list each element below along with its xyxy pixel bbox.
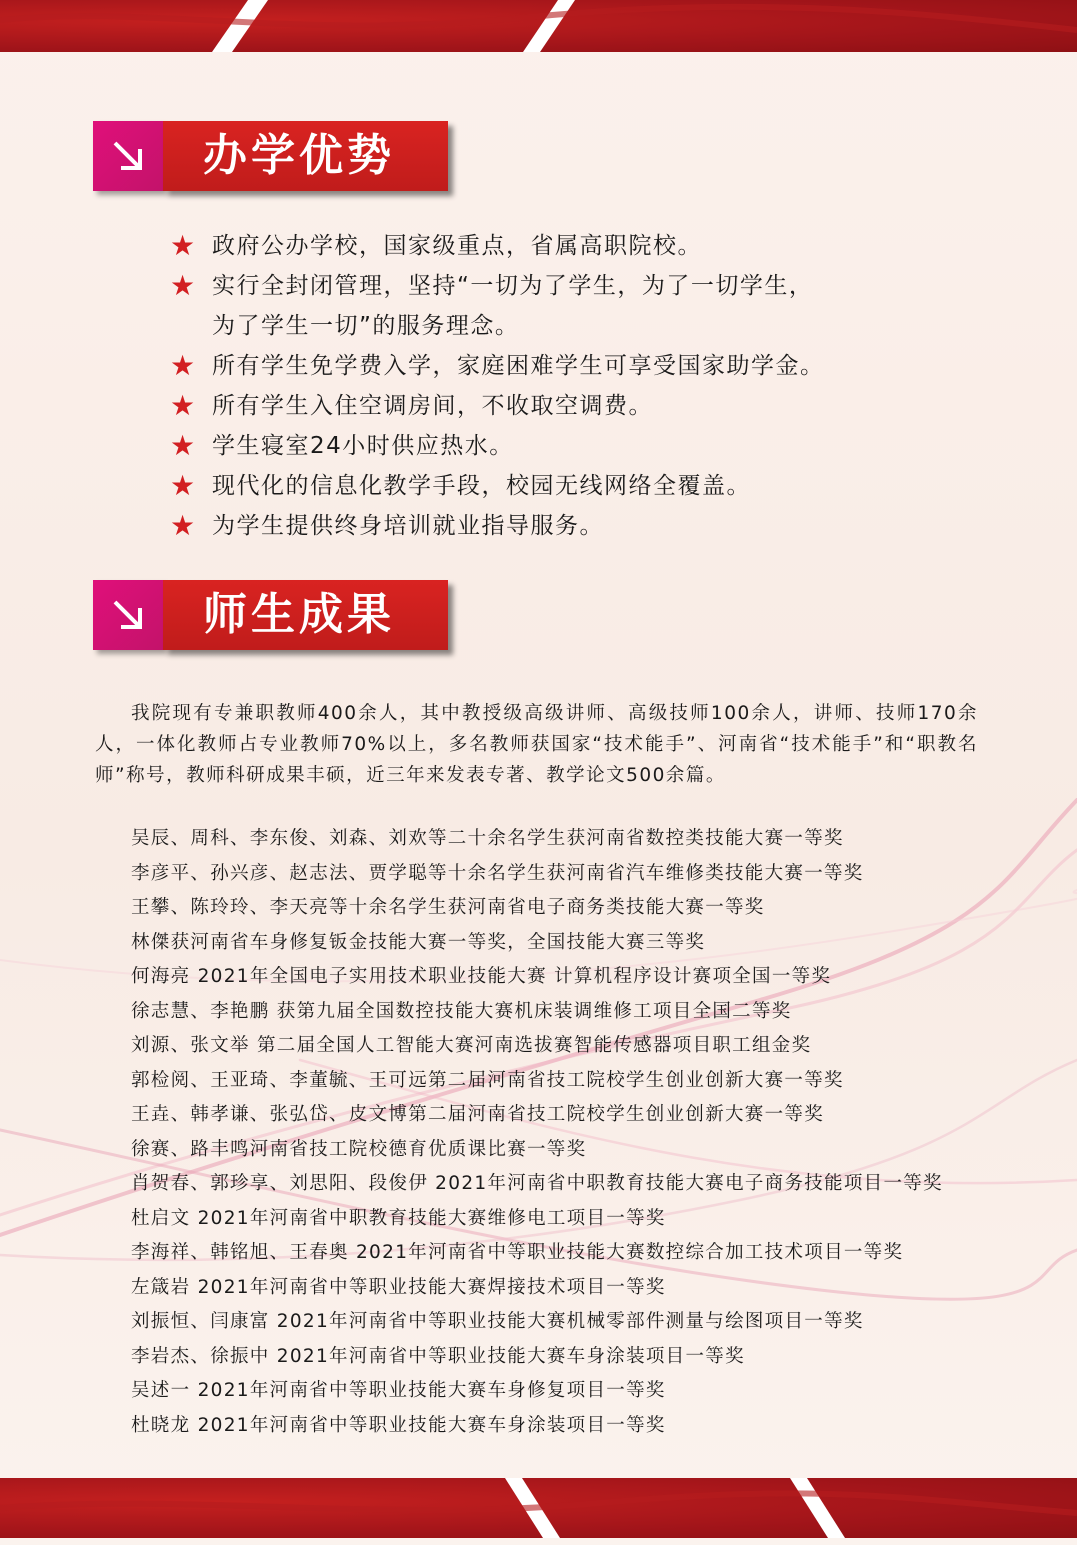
star-icon: ★ bbox=[170, 349, 197, 382]
advantages-list bbox=[170, 226, 970, 546]
award-item: 何海亮 2021年全国电子实用技术职业技能大赛 计算机程序设计赛项全国一等奖 bbox=[131, 966, 832, 987]
star-icon: ★ bbox=[170, 509, 197, 542]
award-item: 左箴岩 2021年河南省中等职业技能大赛焊接技术项目一等奖 bbox=[131, 1276, 666, 1298]
star-icon: ★ bbox=[170, 429, 197, 462]
advantage-item bbox=[170, 386, 970, 426]
awards-list bbox=[131, 822, 1031, 1443]
award-item: 林傑获河南省车身修复钣金技能大赛一等奖，全国技能大赛三等奖 bbox=[131, 931, 706, 953]
star-icon: ★ bbox=[170, 389, 197, 422]
advantage-item bbox=[170, 506, 970, 546]
banner-stripes bbox=[0, 1478, 1077, 1538]
arrow-box bbox=[93, 121, 163, 191]
award-item: 刘源、张文举 第二届全国人工智能大赛河南选拔赛智能传感器项目职工组金奖 bbox=[131, 1035, 812, 1056]
intro-paragraph: 我院现有专兼职教师400余人，其中教授级高级讲师、高级技师100余人，讲师、技师170余人，一体化教师占专业教师70%以上，多名教师获国家“技术能手”、河南省“技术能手”和“职教名师”称号，教师科研成果丰硕，近三年来发表专著、教学论文500余篇。 bbox=[95, 703, 978, 786]
arrow-down-right-icon bbox=[107, 594, 149, 636]
advantage-item bbox=[170, 346, 970, 386]
award-item: 杜启文 2021年河南省中职教育技能大赛维修电工项目一等奖 bbox=[131, 1207, 666, 1229]
award-item: 吴辰、周科、李东俊、刘森、刘欢等二十余名学生获河南省数控类技能大赛一等奖 bbox=[131, 828, 844, 849]
award-item: 李彦平、孙兴彦、赵志法、贾学聪等十余名学生获河南省汽车维修类技能大赛一等奖 bbox=[131, 862, 864, 884]
advantage-text: 现代化的信息化教学手段，校园无线网络全覆盖。 bbox=[212, 473, 751, 499]
top-banner bbox=[0, 0, 1077, 52]
award-item: 肖贺春、郭珍享、刘思阳、段俊伊 2021年河南省中职教育技能大赛电子商务技能项目一等奖 bbox=[131, 1173, 943, 1194]
advantage-text: 学生寝室24小时供应热水。 bbox=[212, 433, 514, 459]
heading-title-box bbox=[163, 580, 448, 650]
advantage-item bbox=[170, 466, 970, 506]
star-icon: ★ bbox=[170, 269, 197, 302]
award-item: 徐赛、路丰鸣河南省技工院校德育优质课比赛一等奖 bbox=[131, 1138, 587, 1160]
advantage-text: 所有学生入住空调房间，不收取空调费。 bbox=[212, 393, 653, 419]
award-item: 刘振恒、闫康富 2021年河南省中等职业技能大赛机械零部件测量与绘图项目一等奖 bbox=[131, 1311, 864, 1332]
star-icon: ★ bbox=[170, 469, 197, 502]
award-item: 徐志慧、李艳鹏 获第九届全国数控技能大赛机床装调维修工项目全国二等奖 bbox=[131, 1000, 792, 1022]
award-item: 杜晓龙 2021年河南省中等职业技能大赛车身涂装项目一等奖 bbox=[131, 1414, 666, 1436]
award-item: 李岩杰、徐振中 2021年河南省中等职业技能大赛车身涂装项目一等奖 bbox=[131, 1345, 745, 1367]
advantage-text: 为学生提供终身培训就业指导服务。 bbox=[212, 513, 604, 539]
section-title: 办学优势 bbox=[203, 130, 395, 181]
banner-stripes bbox=[0, 0, 1077, 52]
heading-title-box bbox=[163, 121, 448, 191]
award-item: 李海祥、韩铭旭、王春奥 2021年河南省中等职业技能大赛数控综合加工技术项目一等奖 bbox=[131, 1242, 904, 1263]
advantage-item bbox=[170, 426, 970, 466]
award-item: 王垚、韩孝谦、张弘岱、皮文博第二届河南省技工院校学生创业创新大赛一等奖 bbox=[131, 1104, 825, 1125]
bottom-banner bbox=[0, 1478, 1077, 1538]
arrow-box bbox=[93, 580, 163, 650]
award-item: 吴述一 2021年河南省中等职业技能大赛车身修复项目一等奖 bbox=[131, 1380, 666, 1401]
advantage-text: 政府公办学校，国家级重点，省属高职院校。 bbox=[212, 233, 702, 259]
advantage-text: 所有学生免学费入学，家庭困难学生可享受国家助学金。 bbox=[212, 353, 825, 379]
advantage-item bbox=[170, 226, 970, 266]
advantage-item bbox=[170, 266, 970, 346]
award-item: 郭检阅、王亚琦、李董毓、王可远第二届河南省技工院校学生创业创新大赛一等奖 bbox=[131, 1069, 844, 1091]
advantage-text: 实行全封闭管理，坚持“一切为了学生，为了一切学生， bbox=[212, 273, 814, 299]
advantage-text: 为了学生一切”的服务理念。 bbox=[212, 313, 520, 339]
award-item: 王攀、陈玲玲、李天亮等十余名学生获河南省电子商务类技能大赛一等奖 bbox=[131, 897, 765, 918]
star-icon: ★ bbox=[170, 229, 197, 262]
arrow-down-right-icon bbox=[107, 135, 149, 177]
section-title: 师生成果 bbox=[203, 589, 395, 640]
